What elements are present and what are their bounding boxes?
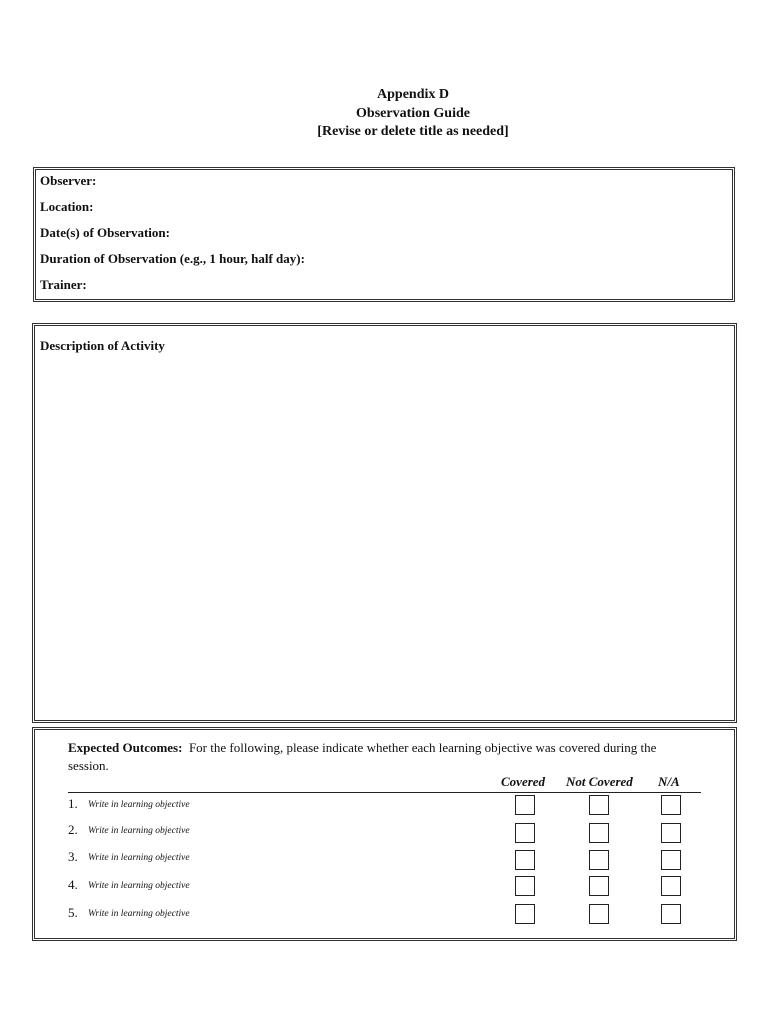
na-checkbox[interactable] [661,904,681,924]
na-checkbox[interactable] [661,795,681,815]
observation-info-box [33,167,735,302]
covered-checkbox[interactable] [515,795,535,815]
objective-number: 1. [68,796,78,811]
not-covered-checkbox[interactable] [589,795,609,815]
objective-number: 2. [68,822,78,837]
not-covered-checkbox[interactable] [589,876,609,896]
objective-text[interactable]: Write in learning objective [88,881,190,891]
title-note: [Revise or delete title as needed] [317,124,509,139]
not-covered-checkbox[interactable] [589,850,609,870]
objective-text[interactable]: Write in learning objective [88,800,190,810]
appendix-label: Appendix D [377,87,449,102]
document-title [0,86,768,142]
location-field[interactable]: Location: [40,199,94,214]
expected-outcomes-box [32,727,737,941]
objective-number: 3. [68,849,78,864]
na-checkbox[interactable] [661,850,681,870]
observer-field[interactable]: Observer: [40,173,97,188]
not-covered-checkbox[interactable] [589,823,609,843]
activity-description-box[interactable] [32,323,737,723]
covered-checkbox[interactable] [515,823,535,843]
trainer-field[interactable]: Trainer: [40,277,87,292]
na-checkbox[interactable] [661,876,681,896]
outcomes-instructions: For the following, please indicate whether each learning objective was covered during the session. [68,740,657,773]
outcomes-lead: Expected Outcomes: [68,740,183,755]
activity-label: Description of Activity [40,338,165,353]
objective-text[interactable]: Write in learning objective [88,826,190,836]
column-covered: Covered [501,774,546,789]
objective-number: 5. [68,905,78,920]
covered-checkbox[interactable] [515,904,535,924]
guide-title: Observation Guide [356,105,470,121]
dates-field[interactable]: Date(s) of Observation: [40,225,170,240]
duration-field[interactable]: Duration of Observation (e.g., 1 hour, half day): [40,251,305,266]
column-na: N/A [658,774,680,789]
objective-number: 4. [68,877,78,892]
na-checkbox[interactable] [661,823,681,843]
header-rule [68,792,701,793]
column-not-covered: Not Covered [566,774,633,789]
not-covered-checkbox[interactable] [589,904,609,924]
covered-checkbox[interactable] [515,876,535,896]
objective-text[interactable]: Write in learning objective [88,853,190,863]
covered-checkbox[interactable] [515,850,535,870]
outcomes-intro [68,739,698,775]
objective-text[interactable]: Write in learning objective [88,909,190,919]
